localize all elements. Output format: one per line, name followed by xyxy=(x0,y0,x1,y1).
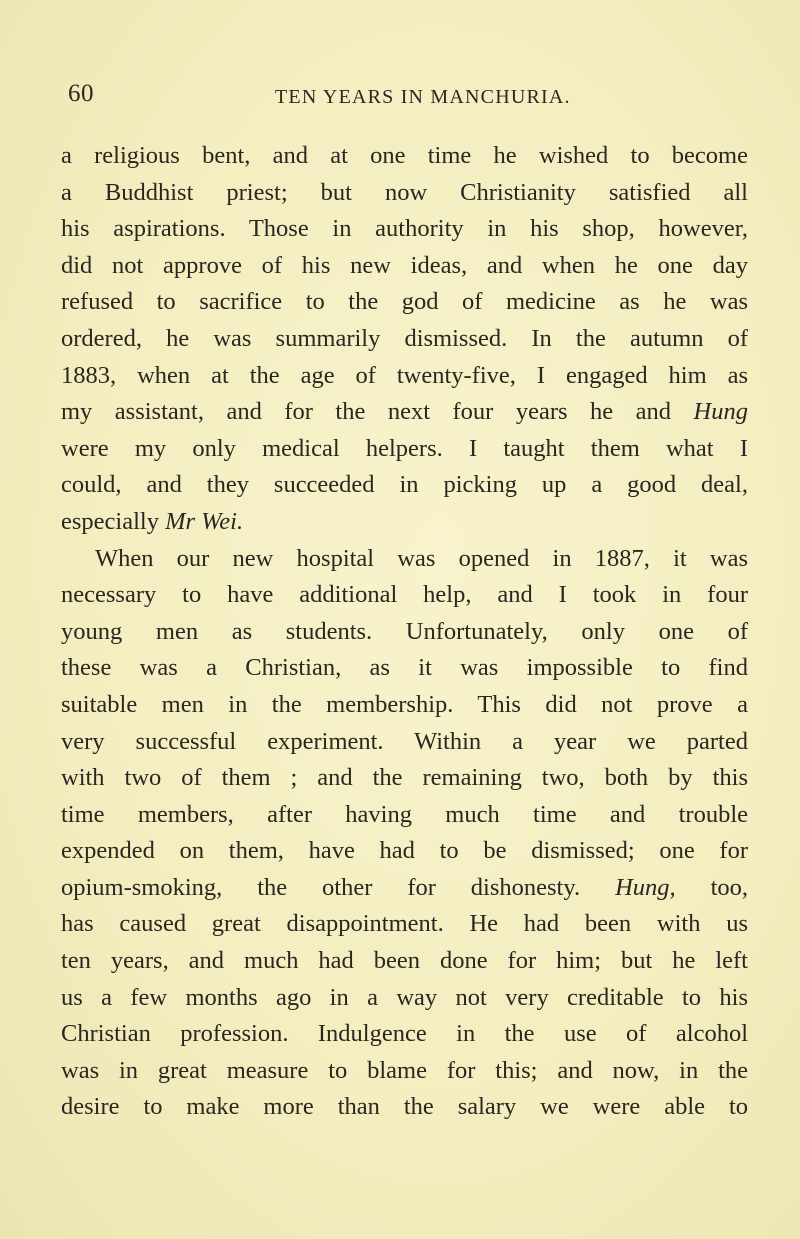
italic-name: Mr Wei. xyxy=(165,507,244,535)
body-text xyxy=(61,138,748,1126)
text-line xyxy=(61,504,748,541)
text-line: time members, after having much time and trouble xyxy=(61,800,748,828)
running-head: TEN YEARS IN MANCHURIA. xyxy=(275,86,571,108)
text-line: very successful experiment. Within a year we parted xyxy=(61,727,748,755)
text-line: us a few months ago in a way not very creditable to his xyxy=(61,983,748,1011)
text-line xyxy=(61,394,748,431)
text-line: expended on them, have had to be dismissed; one for xyxy=(61,837,748,865)
italic-name: Hung xyxy=(693,398,748,426)
text-line: refused to sacrifice to the god of medicine as he was xyxy=(61,288,748,316)
page-header xyxy=(68,80,668,114)
text-line: has caused great disappointment. He had been with us xyxy=(61,910,748,938)
text-line: desire to make more than the salary we were able to xyxy=(61,1093,748,1121)
text-line: When our new hospital was opened in 1887, it was xyxy=(95,544,748,572)
text-segment: opium-smoking, the other for dishonesty. xyxy=(61,873,581,901)
text-line: his aspirations. Those in authority in his shop, however, xyxy=(61,215,748,243)
text-line: Christian profession. Indulgence in the use of alcohol xyxy=(61,1020,748,1048)
italic-name: Hung, xyxy=(615,873,676,901)
text-line: necessary to have additional help, and I took in four xyxy=(61,581,748,609)
text-line: ordered, he was summarily dismissed. In the autumn of xyxy=(61,324,748,352)
text-line: did not approve of his new ideas, and when he one day xyxy=(61,251,748,279)
text-line: young men as students. Unfortunately, only one of xyxy=(61,617,748,645)
text-line: these was a Christian, as it was impossible to find xyxy=(61,654,748,682)
text-line: ten years, and much had been done for him; but he left xyxy=(61,947,748,975)
text-segment: my assistant, and for the next four years he and xyxy=(61,398,672,426)
text-line: suitable men in the membership. This did not prove a xyxy=(61,690,748,718)
text-line: were my only medical helpers. I taught them what I xyxy=(61,434,748,462)
page-number: 60 xyxy=(68,80,94,107)
text-line: was in great measure to blame for this; and now, in the xyxy=(61,1056,748,1084)
text-segment: too, xyxy=(710,873,749,901)
text-line: with two of them ; and the remaining two, both by this xyxy=(61,764,748,792)
text-line: a religious bent, and at one time he wished to become xyxy=(61,142,748,169)
text-line: a Buddhist priest; but now Christianity satisfied all xyxy=(61,178,748,206)
text-line: 1883, when at the age of twenty-five, I engaged him as xyxy=(61,361,748,389)
text-line: could, and they succeeded in picking up a good deal, xyxy=(61,471,748,499)
text-segment: especially xyxy=(61,507,159,535)
text-line xyxy=(61,870,748,907)
